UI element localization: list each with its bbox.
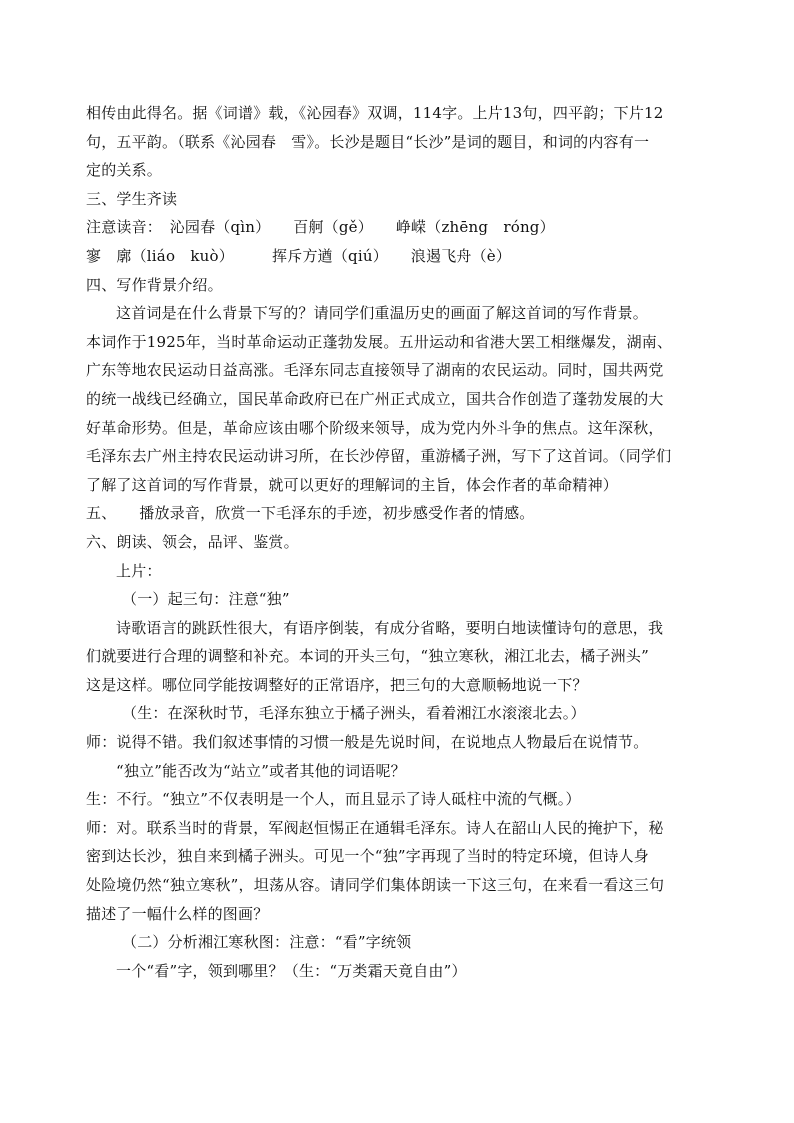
line-text: 定的关系。 xyxy=(86,161,163,180)
section-heading-4 xyxy=(86,271,716,300)
paragraph-line xyxy=(86,414,716,443)
line-text: 这首词是在什么背景下写的？请同学们重温历史的画面了解这首词的写作背景。 xyxy=(116,304,649,323)
paragraph-line xyxy=(86,299,716,328)
line-text: 了解了这首词的写作背景，就可以更好的理解词的主旨，体会作者的革命精神） xyxy=(86,475,619,494)
line-2 xyxy=(86,128,716,157)
subheading-2 xyxy=(86,928,716,957)
line-text: 生：不行。“独立”不仅表明是一个人，而且显示了诗人砥柱中流的气概。） xyxy=(86,790,581,809)
line-text: 描述了一幅什么样的图画？ xyxy=(86,904,269,923)
line-text: 相传由此得名。据《词谱》载，《沁园春》双调，114字。上片13句，四平韵；下片12 xyxy=(86,104,664,122)
paragraph-line xyxy=(86,385,716,414)
line-3 xyxy=(86,156,716,185)
teacher-line xyxy=(86,814,716,843)
line-text: 寥 廓（liáo kuò） 挥斥方遒（qiú） 浪遏飞舟（è） xyxy=(86,246,512,265)
paragraph-line xyxy=(86,356,716,385)
heading-text: 五、 播放录音，欣赏一下毛泽东的手迹，初步感受作者的情感。 xyxy=(86,504,535,523)
line-text: （生：在深秋时节，毛泽东独立于橘子洲头，看着湘江水滚滚北去。） xyxy=(122,704,586,723)
question-line xyxy=(86,757,716,786)
line-1 xyxy=(86,99,716,128)
line-text: 诗歌语言的跳跃性很大，有语序倒装，有成分省略，要明白地读懂诗句的意思，我 xyxy=(116,618,664,637)
paragraph-line xyxy=(86,442,716,471)
line-text: 广东等地农民运动日益高涨。毛泽东同志直接领导了湖南的农民运动。同时，国共两党 xyxy=(86,361,664,380)
paragraph-line xyxy=(86,671,716,700)
section-heading-5 xyxy=(86,499,716,528)
pronunciation-line-1 xyxy=(86,213,716,242)
heading-text: 六、朗读、领会，品评、鉴赏。 xyxy=(86,532,299,551)
paragraph-line xyxy=(86,642,716,671)
line-text: 注意读音： 沁园春（qìn） 百舸（gě） 峥嵘（zhēng róng） xyxy=(86,218,555,237)
paragraph-line xyxy=(86,471,716,500)
teacher-line xyxy=(86,728,716,757)
line-text: 处险境仍然“独立寒秋”，坦荡从容。请同学们集体朗读一下这三句，在来看一看这三句 xyxy=(86,876,665,895)
student-answer xyxy=(86,699,716,728)
paragraph-line xyxy=(86,957,716,986)
line-text: 好革命形势。但是，革命应该由哪个阶级来领导，成为党内外斗争的焦点。这年深秋， xyxy=(86,418,664,437)
line-text: 们就要进行合理的调整和补充。本词的开头三句，“独立寒秋，湘江北去，橘子洲头” xyxy=(86,647,649,666)
pronunciation-line-2 xyxy=(86,242,716,271)
subheading-upper xyxy=(86,557,716,586)
section-heading-3 xyxy=(86,185,716,214)
paragraph-line xyxy=(86,842,716,871)
line-text: 句，五平韵。（联系《沁园春 雪》。长沙是题目“长沙”是词的题目，和词的内容有一 xyxy=(86,132,650,151)
paragraph-line xyxy=(86,614,716,643)
paragraph-line xyxy=(86,900,716,929)
line-text: 师：对。联系当时的背景，军阀赵恒惕正在通辑毛泽东。诗人在韶山人民的掩护下，秘 xyxy=(86,818,664,837)
line-text: 师：说得不错。我们叙述事情的习惯一般是先说时间，在说地点人物最后在说情节。 xyxy=(86,733,649,752)
heading-text: 三、学生齐读 xyxy=(86,189,178,208)
line-text: 本词作于1925年，当时革命运动正蓬勃发展。五卅运动和省港大罢工相继爆发，湖南、 xyxy=(86,332,673,351)
line-text: 这是这样。哪位同学能按调整好的正常语序，把三句的大意顺畅地说一下？ xyxy=(86,675,588,694)
section-heading-6 xyxy=(86,528,716,557)
heading-text: （二）分析湘江寒秋图：注意：“看”字统领 xyxy=(122,933,412,952)
heading-text: 上片： xyxy=(116,561,162,580)
line-text: “独立”能否改为“站立”或者其他的词语呢？ xyxy=(116,761,406,780)
paragraph-line xyxy=(86,871,716,900)
paragraph-line xyxy=(86,328,716,357)
heading-text: （一）起三句：注意“独” xyxy=(122,590,290,609)
line-text: 密到达长沙，独自来到橘子洲头。可见一个“独”字再现了当时的特定环境，但诗人身 xyxy=(86,847,649,866)
line-text: 一个“看”字，领到哪里？（生：“万类霜天竟自由”） xyxy=(116,961,467,980)
subheading-1 xyxy=(86,585,716,614)
student-line xyxy=(86,785,716,814)
line-text: 毛泽东去广州主持农民运动讲习所，在长沙停留，重游橘子洲，写下了这首词。（同学们 xyxy=(86,447,672,466)
heading-text: 四、写作背景介绍。 xyxy=(86,275,223,294)
document-page xyxy=(86,99,716,985)
line-text: 的统一战线已经确立，国民革命政府已在广州正式成立，国共合作创造了蓬勃发展的大 xyxy=(86,389,664,408)
